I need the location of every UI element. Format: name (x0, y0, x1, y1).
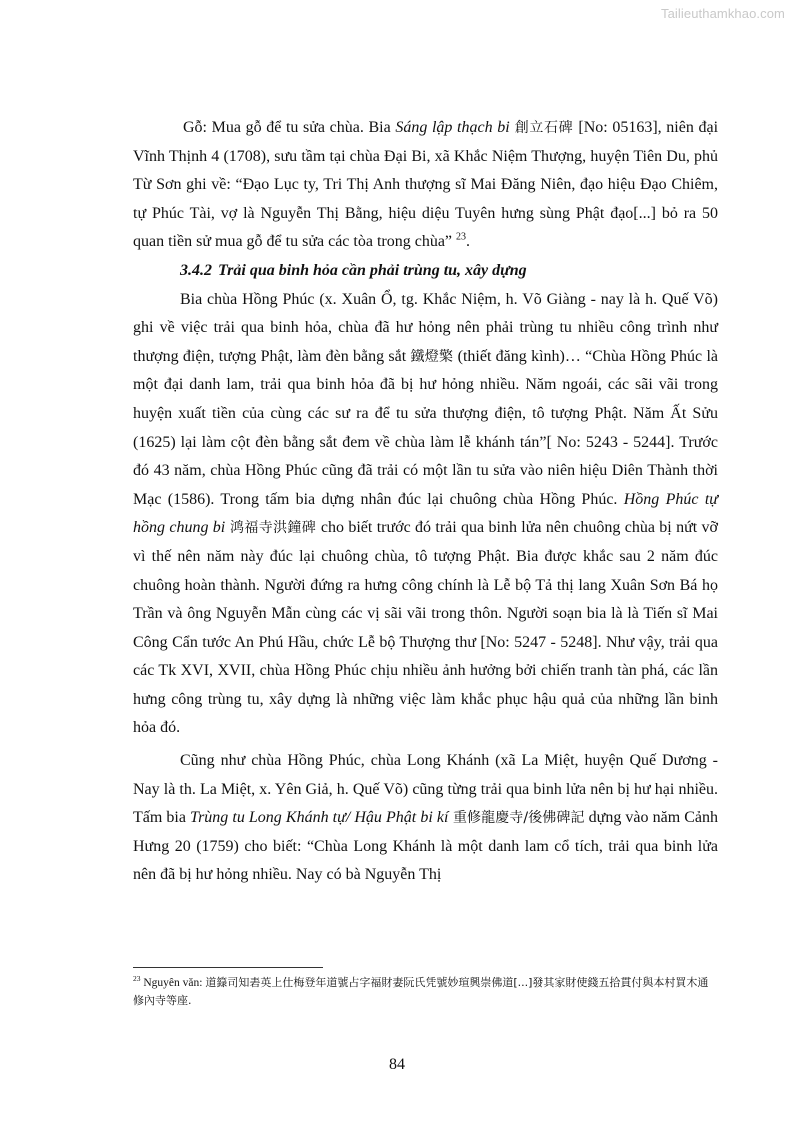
stele-title: Trùng tu Long Khánh tự/ Hậu Phật bi kí (190, 809, 449, 827)
text: cho biết trước đó trải qua binh lửa nên chuông chùa bị nứt vỡ vì thế nên năm này đúc lại chuông chùa, tô tượng Phật. Bia được khắc sau 2 năm đúc chuông hoàn thành. Người đứng ra hưng công chính là Lễ bộ Tả thị lang Xuân Sơn Bá họ Trần và ông Nguyễn Mẫn cùng các vị sãi vãi trong thôn. Người soạn bia là là Tiến sĩ Mai Công Cẩn tước An Phú Hầu, chức Lễ bộ Thượng thư [No: 5247 - 5248]. Như vậy, trải qua các Tk XVI, XVII, chùa Hồng Phúc chịu nhiều ảnh hưởng bởi chiến tranh tàn phá, các lần hưng công trùng tu, xây dựng là những việc làm khắc phục hậu quả của những lần binh hỏa đó. (133, 519, 719, 737)
han-text: 鸿福寺洪鐘碑 (225, 520, 321, 537)
text: . (466, 233, 471, 251)
han-text: 創立石碑 (509, 120, 579, 136)
han-text: 鐵燈檠 (410, 348, 454, 365)
paragraph-hong-phuc (133, 286, 718, 744)
paragraph-long-khanh (133, 747, 718, 890)
footnote (133, 974, 718, 1010)
paragraph-wood-purchase (133, 114, 718, 257)
footnote-label: Nguyên văn: (140, 977, 206, 989)
text: Gỗ: Mua gỗ để tu sửa chùa. Bia (183, 119, 396, 136)
footnote-divider (133, 967, 323, 968)
footnote-han-text: 道籙司知砉英上仕梅登年道號占字福財妻阮氏凭號妙瑄興崇佛道[...]發其家財使錢五拾貫付與本村買木通修內寺等座. (133, 976, 709, 1007)
han-text: 重修龍慶寺/後佛碑記 (448, 810, 585, 827)
footnote-number: 23 (133, 974, 141, 984)
text: Cũng như chùa Hồng Phúc, chùa Long Khánh (xã La Miệt, huyện Quế Dương - Nay là th. La Miệt, x. Yên Giả, h. Quế Võ) cũng từng trải qua binh lửa nên bị hư hại nhiều. Tấm bia (133, 752, 718, 827)
stele-title: Sáng lập thạch bi (395, 119, 510, 136)
text: Bia chùa Hồng Phúc (x. Xuân Ổ, tg. Khắc Niệm, h. Võ Giàng - nay là h. Quế Võ) ghi về việc trải qua binh hỏa, chùa đã hư hỏng nên phải trùng tu nhiều công trình như thượng điện, tượng Phật, làm đèn bằng sắt (133, 290, 718, 365)
page-number: 84 (389, 1056, 405, 1073)
text: [No: 05163], niên đại Vĩnh Thịnh 4 (1708), sưu tầm tại chùa Đại Bi, xã Khắc Niệm Thượng, huyện Tiên Du, phủ Từ Sơn ghi về: “Đạo Lục ty, Tri Thị Anh thượng sĩ Mai Đăng Niên, đạo hiệu Đạo Chiêm, tự Phúc Tài, vợ là Nguyễn Thị Bằng, hiệu diệu Tuyên hưng sùng Phật đạo[...] bỏ ra 50 quan tiền sử mua gỗ để tu sửa các tòa trong chùa” (133, 119, 719, 251)
section-heading (133, 257, 718, 286)
page-body (133, 114, 718, 890)
footnote-ref[interactable]: 23 (456, 232, 467, 244)
stele-title: Hồng Phúc tự hồng chung bi (133, 490, 718, 537)
text: dựng vào năm Cảnh Hưng 20 (1759) cho biết: “Chùa Long Khánh là một danh lam cổ tích, trải qua binh lửa nên đã bị hư hỏng nhiều. Nay có bà Nguyễn Thị (133, 809, 719, 884)
section-title: Trải qua binh hỏa cần phải trùng tu, xây dựng (218, 261, 527, 279)
watermark: Tailieuthamkhao.com (660, 6, 785, 21)
section-number: 3.4.2 (180, 261, 212, 279)
text: (thiết đăng kình)… “Chùa Hồng Phúc là một đại danh lam, trải qua binh hỏa đã bị hư hỏng nhiều. Năm ngoái, các sãi vãi trong huyện xuất tiền của cùng các sư ra để tu sửa thượng điện, tô tượng Phật. Năm Ất Sửu (1625) lại làm cột đèn bằng sắt đem về chùa làm lễ khánh tán”[ No: 5243 - 5244]. Trước đó 43 năm, chùa Hồng Phúc cũng đã trải có một lần tu sửa vào niên hiệu Diên Thành thời Mạc (1586). Trong tấm bia dựng nhân đúc lại chuông chùa Hồng Phúc. (133, 347, 718, 508)
